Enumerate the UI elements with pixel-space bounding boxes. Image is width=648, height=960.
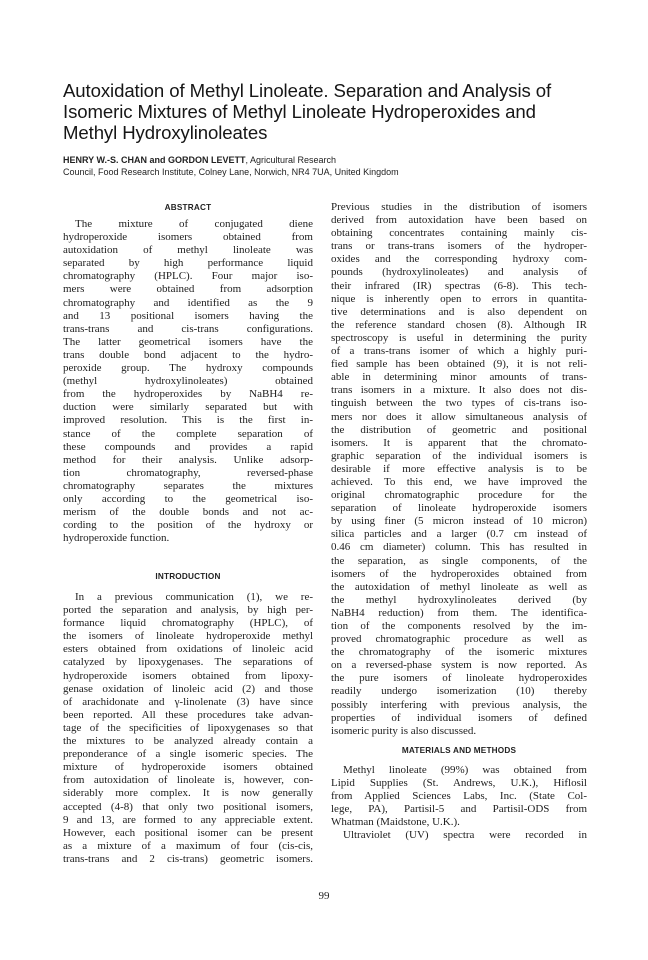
title-line: Isomeric Mixtures of Methyl Linoleate Hydroperoxides and — [63, 101, 536, 122]
text-line: tive determinations and is also dependent on — [331, 305, 587, 318]
text-line: peroxide group. The hydroxy compounds — [63, 362, 313, 375]
text-line: the mixtures to be analyzed already contain a — [63, 735, 313, 748]
text-line: ported the separation and analysis, by high per- — [63, 604, 313, 617]
right-column-text — [331, 201, 587, 738]
text-line: separation of linoleate hydroperoxide isomers — [331, 502, 587, 515]
text-line: the methyl hydroxylinoleates derived (by — [331, 593, 587, 606]
introduction-heading: INTRODUCTION — [155, 572, 221, 581]
text-line: trans or trans-trans isomers of the hydroper- — [331, 240, 587, 253]
text-line: pounds (hydroxylinoleates) and analysis of — [331, 266, 587, 279]
text-line: Methyl linoleate (99%) was obtained from — [343, 764, 587, 776]
text-line: NaBH4 reduction) from them. The identifica- — [331, 606, 587, 619]
text-line: preponderance of a single isomeric species. The — [63, 748, 313, 761]
text-line: tion of the components resolved by the im- — [331, 620, 587, 632]
text-line: possibly interfering with previous analysis, the — [331, 698, 587, 711]
text-line: only according to the geometrical iso- — [63, 492, 313, 505]
text-line: However, each positional isomer can be present — [63, 826, 313, 839]
text-line: original chromatographic procedure for the — [331, 489, 587, 502]
text-line: mers nor does it allow simultaneous analysis of — [331, 410, 587, 423]
author-names: HENRY W.-S. CHAN and GORDON LEVETT — [63, 155, 246, 165]
text-line: isomers. It is apparent that the chromato- — [331, 436, 587, 449]
methods-text — [331, 764, 587, 843]
text-line: readily undergo isomerization (10) thereby — [331, 685, 587, 698]
text-line: derived from autoxidation have been based on — [331, 214, 587, 227]
text-line: trans-trans and cis-trans configurations. — [63, 322, 313, 335]
text-line: tage of the specificities of lipoxygenases so that — [63, 721, 313, 734]
text-line: tion chromatography, reversed-phase — [63, 466, 313, 479]
text-line: Lipid Supplies (St. Andrews, U.K.), Hiflosil — [331, 777, 587, 790]
affiliation: Council, Food Research Institute, Colney Lane, Norwich, NR4 7UA, United Kingdom — [63, 167, 399, 177]
affiliation-start: , Agricultural Research — [245, 155, 337, 165]
text-line: achieved. To this end, we have improved the — [331, 475, 587, 488]
abstract-text — [63, 218, 313, 545]
abstract-heading: ABSTRACT — [164, 203, 212, 212]
text-line: from autoxidation of linoleate is, however, con- — [63, 774, 313, 787]
text-line: been reported. All these procedures take advan- — [63, 708, 313, 721]
text-line: separated by high performance liquid — [63, 257, 313, 270]
text-line: autoxidation of methyl linoleate was — [63, 244, 313, 257]
text-line: accepted (4-8) that only two positional isomers, — [63, 800, 313, 813]
text-line: 9 and 13, are formed to any appreciable extent. — [63, 813, 313, 826]
author-line — [63, 154, 623, 166]
text-line: hydroperoxide function. — [63, 532, 170, 545]
text-line: obtaining concentrates containing mainly cis- — [331, 227, 587, 240]
text-line: mixture of hydroperoxide isomers obtained — [63, 761, 313, 774]
text-line: by using finer (5 micron instead of 10 micron) — [331, 515, 587, 528]
methods-heading: MATERIALS AND METHODS — [401, 746, 517, 755]
text-line: on a reversed-phase system is now reported. As — [331, 659, 587, 672]
text-line: the isomers of linoleate hydroperoxide methyl — [63, 630, 313, 643]
text-line: nique is inherently open to errors in quantita- — [331, 292, 587, 305]
text-line: catalyzed by lipoxygenases. The separations of — [63, 656, 313, 669]
text-line: from Applied Sciences Labs, Inc. (State Col- — [331, 790, 587, 803]
text-line: the distribution of geometric and positional — [331, 423, 587, 436]
text-line: esters obtained from oxidations of linoleic acid — [63, 643, 313, 656]
text-line: improved resolution. This is the first in- — [63, 414, 313, 427]
text-line: their infrared (IR) spectras (6-8). This tech- — [331, 279, 587, 292]
text-line: from the hydroperoxides by NaBH4 re- — [63, 388, 313, 401]
text-line: formance liquid chromatography (HPLC), of — [63, 617, 313, 630]
text-line: duction were similarly separated but with — [63, 401, 313, 414]
text-line: desirable if more effective analysis is to be — [331, 462, 587, 475]
article-title — [63, 80, 603, 143]
text-line: In a previous communication (1), we re- — [75, 591, 313, 603]
text-line: the chromatography of the isomeric mixtures — [331, 646, 587, 659]
text-line: silica particles and a larger (0.7 cm instead of — [331, 528, 587, 541]
text-line: fied sample has been obtained (9), it is not reli- — [331, 358, 587, 371]
text-line: and 13 positional isomers having the — [63, 309, 313, 322]
text-line: spectroscopy is useful in determining the purity — [331, 331, 587, 344]
text-line: oxides and the corresponding hydroxy com- — [331, 253, 587, 266]
introduction-text — [63, 591, 313, 866]
text-line: Whatman (Maidstone, U.K.). — [331, 816, 460, 829]
text-line: siderably more complex. It is now generally — [63, 787, 313, 800]
title-line: Methyl Hydroxylinoleates — [63, 122, 268, 143]
text-line: cording to the position of the hydroxy or — [63, 519, 313, 532]
text-line: trans isomers in a mixture. It also does not dis- — [331, 384, 587, 397]
text-line: chromatography (HPLC). Four major iso- — [63, 270, 313, 283]
text-line: isomers of the hydroperoxides obtained from — [331, 567, 587, 580]
text-line: these compounds and provides a rapid — [63, 440, 313, 453]
text-line: of a trans-trans isomer of which a highly puri- — [331, 345, 587, 358]
text-line: the pure isomers of linoleate hydroperoxides — [331, 672, 587, 685]
text-line: stance of the complete separation of — [63, 427, 313, 440]
text-line: the separation, as single components, of the — [331, 554, 587, 567]
text-line: chromatography separates the mixtures — [63, 479, 313, 492]
text-line: tinguish between the two types of cis-trans iso- — [331, 397, 587, 410]
text-line: Ultraviolet (UV) spectra were recorded in — [343, 829, 587, 842]
text-line: able in determining minor amounts of trans- — [331, 371, 587, 384]
page-number: 99 — [318, 890, 330, 902]
text-line: the reference standard chosen (8). Although IR — [331, 318, 587, 331]
text-line: The latter geometrical isomers have the — [63, 335, 313, 348]
text-line: proved chromatographic procedure as well as — [331, 633, 587, 646]
text-line: (methyl hydroxylinoleates) obtained — [63, 375, 313, 388]
text-line: lege, PA), Partisil-5 and Partisil-ODS from — [331, 803, 587, 816]
text-line: chromatography and identified as the 9 — [63, 296, 313, 309]
title-line: Autoxidation of Methyl Linoleate. Separation and Analysis of — [63, 80, 552, 101]
text-line: 0.46 cm diameter) column. This has resulted in — [331, 541, 587, 554]
text-line: Previous studies in the distribution of isomers — [331, 201, 587, 213]
text-line: mers were obtained from adsorption — [63, 283, 313, 296]
text-line: trans-trans and 2 cis-trans) geometric isomers. — [63, 852, 313, 865]
text-line: as a mixture of a maximum of four (cis-cis, — [63, 839, 313, 852]
text-line: genase oxidation of linoleic acid (2) and those — [63, 682, 313, 695]
author-block — [63, 154, 623, 178]
text-line: hydroperoxide isomers obtained from lipoxy- — [63, 669, 313, 682]
text-line: trans double bond adjacent to the hydro- — [63, 348, 313, 361]
text-line: isomeric purity is also discussed. — [331, 724, 477, 737]
text-line: hydroperoxide isomers obtained from — [63, 231, 313, 244]
text-line: properties of individual isomers of defined — [331, 711, 587, 724]
text-line: graphic separation of the individual isomers is — [331, 449, 587, 462]
text-line: the autoxidation of methyl linoleate as well as — [331, 580, 587, 593]
text-line: merism of the double bonds and not ac- — [63, 506, 313, 519]
text-line: of arachidonate and γ-linolenate (3) have since — [63, 695, 313, 708]
text-line: The mixture of conjugated diene — [75, 218, 313, 230]
text-line: method for their analysis. Unlike adsorp- — [63, 453, 313, 466]
